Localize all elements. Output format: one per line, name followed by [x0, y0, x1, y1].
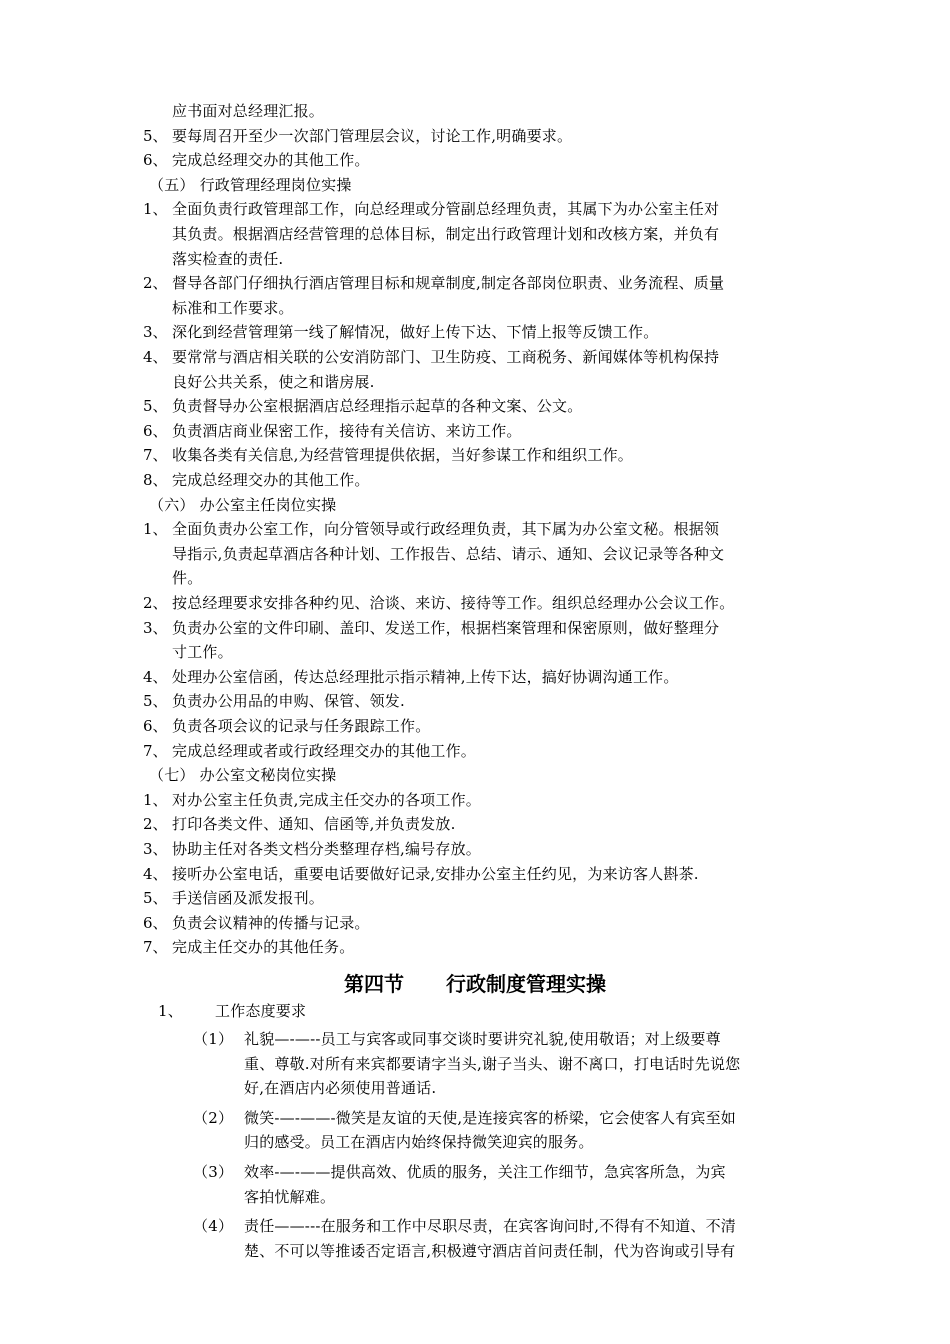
- list-item-text: 负责督导办公室根据酒店总经理指示起草的各种文案、公文。: [172, 397, 583, 416]
- list-item-text: 负责各项会议的记录与任务跟踪工作。: [172, 717, 431, 735]
- list-item-text: 处理办公室信函，传达总经理批示指示精神,上传下达，搞好协调沟通工作。: [172, 667, 679, 686]
- list-number: 2、: [143, 815, 168, 834]
- list-item-text: 负责办公室的文件印刷、盖印、发送工作，根据档案管理和保密原则，做好整理分: [172, 618, 720, 637]
- list-item-text: 协助主任对各类文档分类整理存档,编号存放。: [172, 840, 481, 858]
- list-item-text: 打印各类文件、通知、信函等,并负责发放.: [172, 815, 456, 834]
- list-item-text: 良好公共关系，使之和谐房展.: [172, 372, 375, 391]
- sub-item-text: 好,在酒店内必须使用普通话.: [244, 1079, 437, 1098]
- list-item-text: 落实检查的责任.: [172, 249, 284, 268]
- list-item-text: 完成总经理或者或行政经理交办的其他工作。: [172, 741, 477, 760]
- sub-item-text: 归的感受。员工在酒店内始终保持微笑迎宾的服务。: [244, 1133, 594, 1152]
- list-number: 8、: [143, 471, 168, 489]
- list-item-text: 督导各部门仔细执行酒店管理目标和规章制度,制定各部岗位职责、业务流程、质量: [172, 274, 725, 293]
- sub-item-text: 礼貌—-—--员工与宾客或同事交谈时要讲究礼貌,使用敬语；对上级要尊: [244, 1030, 721, 1048]
- sub-number: （1）: [193, 1030, 234, 1048]
- list-item-text: 完成总经理交办的其他工作。: [172, 471, 370, 489]
- section-title-number: 第四节: [344, 972, 404, 996]
- sub-item-text: 重、尊敬.对所有来宾都要请字当头,谢子当头、谢不离口，打电话时先说您: [244, 1054, 741, 1073]
- section-title-text: 行政制度管理实操: [446, 972, 606, 996]
- sub-item-text: 效率-—-——提供高效、优质的服务，关注工作细节，急宾客所急，为宾: [244, 1163, 726, 1181]
- continuation-line: 应书面对总经理汇报。: [172, 102, 325, 120]
- list-item-text: 负责办公用品的申购、保管、领发.: [172, 692, 405, 711]
- list-item-text: 全面负责行政管理部工作，向总经理或分管副总经理负责，其属下为办公室主任对: [172, 200, 720, 219]
- section-title: [0, 968, 950, 997]
- list-number: 5、: [143, 889, 168, 908]
- list-item-text: 寸工作。: [172, 643, 233, 662]
- list-number: 1、: [143, 520, 168, 539]
- sub-number: （2）: [193, 1108, 234, 1127]
- list-number: 5、: [143, 126, 168, 145]
- list-item-text: 完成总经理交办的其他工作。: [172, 151, 370, 170]
- list-number: 6、: [143, 717, 168, 735]
- list-number: 7、: [143, 938, 168, 957]
- list-item-text: 其负责。根据酒店经营管理的总体目标，制定出行政管理计划和改核方案，并负有: [172, 225, 720, 243]
- section-heading: （五） 行政管理经理岗位实操: [149, 175, 352, 194]
- section-heading: （六） 办公室主任岗位实操: [149, 495, 337, 514]
- list-item-text: 导指示,负责起草酒店各种计划、工作报告、总结、请示、通知、会议记录等各种文: [172, 544, 725, 563]
- list-number: 7、: [143, 446, 168, 465]
- list-item-text: 件。: [172, 569, 203, 588]
- list-number: 5、: [143, 397, 168, 416]
- list-number: 5、: [143, 692, 168, 711]
- section-heading: （七） 办公室文秘岗位实操: [149, 766, 337, 785]
- list-item-text: 对办公室主任负责,完成主任交办的各项工作。: [172, 790, 481, 809]
- list-item-text: 接听办公室电话，重要电话要做好记录,安排办公室主任约见，为来访客人斟茶.: [172, 864, 699, 883]
- list-number: 3、: [143, 323, 168, 342]
- sub-item-text: 楚、不可以等推诿否定语言,积极遵守酒店首问责任制，代为咨询或引导有: [244, 1241, 736, 1260]
- list-item-text: 要每周召开至少一次部门管理层会议，讨论工作,明确要求。: [172, 126, 573, 145]
- list-number: 3、: [143, 840, 168, 858]
- sub-item-text: 责任——---在服务和工作中尽职尽责，在宾客询问时,不得有不知道、不清: [244, 1217, 736, 1236]
- list-number: 1、: [143, 200, 168, 219]
- list-number: 6、: [143, 151, 168, 170]
- list-item-text: 全面负责办公室工作，向分管领导或行政经理负责，其下属为办公室文秘。根据领: [172, 520, 720, 539]
- list-number: 2、: [143, 274, 168, 293]
- list-item-text: 负责酒店商业保密工作，接待有关信访、来访工作。: [172, 421, 522, 440]
- list-number: 1、: [143, 790, 168, 809]
- list-number: 6、: [143, 421, 168, 440]
- list-number: 3、: [143, 618, 168, 637]
- sub-number: （4）: [193, 1217, 234, 1236]
- list-item-text: 要常常与酒店相关联的公安消防部门、卫生防疫、工商税务、新闻媒体等机构保持: [172, 348, 720, 366]
- sub-item-text: 微笑-—-——-微笑是友谊的天使,是连接宾客的桥梁，它会使客人有宾至如: [244, 1108, 736, 1127]
- list-item-text: 手送信函及派发报刊。: [172, 889, 325, 908]
- list-item-text: 负责会议精神的传播与记录。: [172, 913, 370, 932]
- list-number: 6、: [143, 913, 168, 932]
- list-number: 2、: [143, 594, 168, 612]
- list-item-text: 工作态度要求: [215, 1002, 307, 1020]
- list-item-text: 完成主任交办的其他任务。: [172, 938, 355, 957]
- list-number: 1、: [158, 1002, 183, 1020]
- sub-item-text: 客拍忧解难。: [244, 1187, 336, 1206]
- list-item-text: 按总经理要求安排各种约见、洽谈、来访、接待等工作。组织总经理办公会议工作。: [172, 594, 735, 612]
- list-number: 4、: [143, 864, 168, 883]
- list-item-text: 标准和工作要求。: [172, 298, 294, 317]
- list-number: 7、: [143, 741, 168, 760]
- sub-number: （3）: [193, 1163, 234, 1181]
- list-item-text: 深化到经营管理第一线了解情况，做好上传下达、下情上报等反馈工作。: [172, 323, 659, 342]
- list-number: 4、: [143, 348, 168, 366]
- list-item-text: 收集各类有关信息,为经营管理提供依据，当好参谋工作和组织工作。: [172, 446, 633, 465]
- list-number: 4、: [143, 667, 168, 686]
